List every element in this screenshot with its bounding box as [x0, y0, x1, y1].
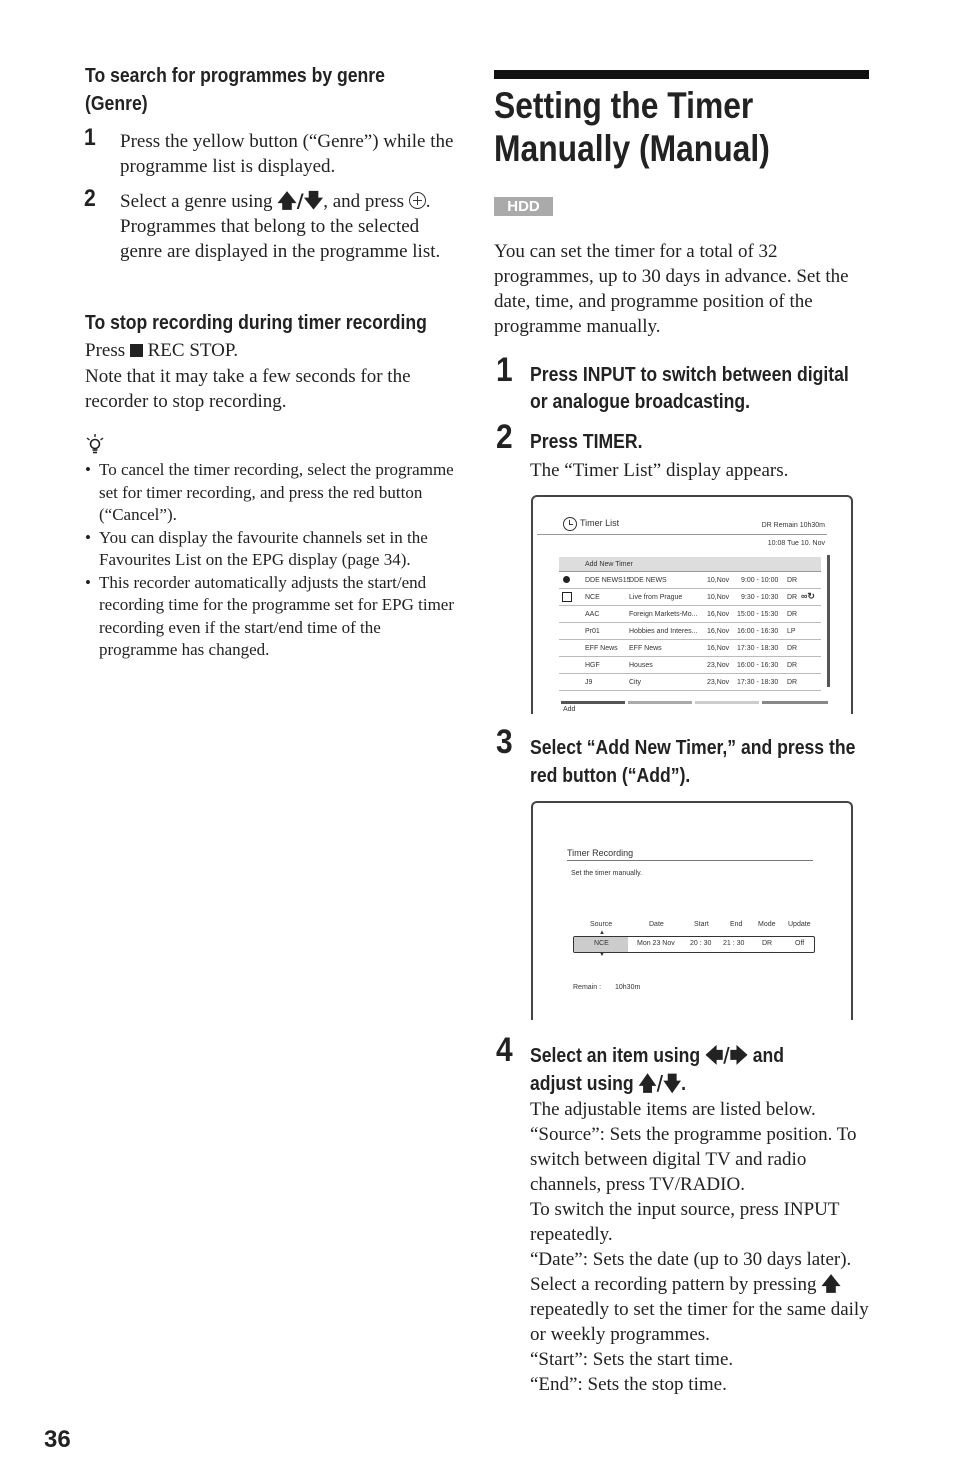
remain-label: Remain :	[573, 984, 602, 991]
channel: EFF News	[585, 645, 618, 652]
timer-recording-screen	[531, 801, 853, 1020]
scheduled-dot-icon	[563, 576, 570, 583]
step-text: . Programmes that belong to the selected genre are displayed in the programme list.	[120, 191, 441, 262]
col-end: End	[730, 921, 743, 928]
time: 9:00 - 10:00	[741, 577, 779, 584]
step-1-text: Press INPUT to switch between digital or analogue broadcasting.	[530, 364, 849, 413]
table-row[interactable]	[559, 589, 821, 606]
body-line: “Start”: Sets the start time.	[530, 1349, 734, 1370]
tip-item: • You can display the favourite channels set in the Favourites List on the EPG display (page 34).	[85, 527, 428, 569]
end-hour: 21	[723, 940, 731, 947]
recording-icon	[562, 592, 572, 602]
programme: DDE NEWS	[629, 577, 667, 584]
mode-value[interactable]: DR	[762, 940, 773, 947]
divider	[567, 860, 813, 861]
step-text: .	[681, 1073, 687, 1095]
add-button-label[interactable]: Add	[563, 706, 576, 713]
hdd-badge: HDD	[494, 197, 553, 216]
genre-step-1-text: Press the yellow button (“Genre”) while the programme list is displayed.	[120, 131, 454, 177]
table-row[interactable]	[559, 606, 821, 623]
programme: EFF News	[629, 645, 662, 652]
section-title: Setting the Timer Manually (Manual)	[494, 85, 770, 169]
date: 16,Nov	[707, 611, 730, 618]
step-number: 2	[84, 185, 96, 212]
down-arrow-icon: ▼	[599, 952, 605, 958]
datetime: 10:08 Tue 10. Nov	[767, 540, 825, 547]
table-row[interactable]	[559, 674, 821, 691]
tip-text: You can display the favourite channels set in the Favourites List on the EPG display (page 34).	[99, 527, 428, 569]
timer-list-title: Timer List	[580, 518, 620, 528]
mode: DR	[787, 645, 798, 652]
date: 23,Nov	[707, 679, 730, 686]
step-text: and	[752, 1045, 785, 1067]
step-number: 2	[496, 418, 513, 456]
page-number: 36	[44, 1426, 71, 1453]
programme: Foreign Markets-Mo...	[629, 611, 698, 618]
stop-heading: To stop recording during timer recording	[85, 312, 427, 334]
date: 16,Nov	[707, 645, 730, 652]
blue-button-bar	[762, 701, 828, 704]
end-minute: 30	[736, 940, 745, 947]
stop-note: Note that it may take a few seconds for the recorder to stop recording.	[85, 366, 411, 412]
channel: DDE NEWS15	[585, 577, 631, 584]
step-text: Select a genre using	[120, 191, 273, 212]
table-row[interactable]	[559, 623, 821, 640]
step-3-text: Select “Add New Timer,” and press the red button (“Add”).	[530, 737, 856, 787]
channel: J9	[585, 679, 593, 686]
step-4-body	[530, 1097, 875, 1397]
stop-square-icon	[130, 344, 143, 357]
table-row[interactable]	[559, 572, 821, 589]
step-2-sub: The “Timer List” display appears.	[530, 460, 789, 481]
tip-item: • To cancel the timer recording, select the programme set for timer recording, and press the red button (“Cancel”).	[85, 460, 454, 524]
add-new-timer-label: Add New Timer	[585, 561, 633, 568]
date: 23,Nov	[707, 662, 730, 669]
title-rule	[494, 70, 869, 79]
body-line: The adjustable items are listed below.	[530, 1099, 816, 1120]
step-number: 4	[496, 1031, 513, 1069]
col-source: Source	[590, 921, 613, 928]
up-arrow-icon: 🡅	[821, 1273, 841, 1295]
tip-item: • This recorder automatically adjusts the start/end recording time for the programme set for EPG timer recording even if the start/end time of the programme has changed.	[85, 572, 454, 659]
mode: DR	[787, 662, 798, 669]
up-down-arrow-icon: 🡅/🡇	[277, 190, 324, 212]
scrollbar[interactable]	[827, 555, 830, 687]
start-hour: 20	[690, 940, 698, 947]
time: 9:30 - 10:30	[741, 594, 779, 601]
col-start: Start	[694, 921, 709, 928]
programme: Houses	[629, 662, 653, 669]
timer-table	[559, 557, 821, 691]
step-number: 1	[84, 124, 96, 151]
tips-list	[85, 459, 460, 662]
tip-text: This recorder automatically adjusts the start/end recording time for the programme set for EPG timer recording even if the start/end time of the programme has changed.	[99, 572, 454, 659]
body-text: repeatedly to set the timer for the same daily or weekly programmes.	[530, 1299, 869, 1345]
date: 10,Nov	[707, 594, 730, 601]
date: 10,Nov	[707, 577, 730, 584]
left-right-arrow-icon: 🡄/🡆	[705, 1043, 748, 1067]
body-line: “End”: Sets the stop time.	[530, 1374, 727, 1395]
remain-label: DR Remain 10h30m	[761, 522, 825, 529]
remain-value: 10h30m	[615, 984, 641, 991]
end-time-value[interactable]: 21 : 30	[723, 940, 745, 947]
timer-recording-title: Timer Recording	[567, 848, 634, 858]
step-2-text: Press TIMER.	[530, 431, 643, 453]
source-value[interactable]: NCE	[594, 940, 609, 947]
channel: NCE	[585, 594, 600, 601]
date-value[interactable]: Mon 23 Nov	[637, 940, 675, 947]
stop-instruction	[85, 338, 465, 363]
time: 17:30 - 18:30	[737, 679, 779, 686]
mode: DR	[787, 577, 798, 584]
intro-text: You can set the timer for a total of 32 programmes, up to 30 days in advance. Set the date, time, and programme position of the programme manually.	[494, 241, 849, 337]
genre-heading: To search for programmes by genre (Genre)	[85, 65, 385, 115]
time: 15:00 - 15:30	[737, 611, 779, 618]
time: 16:00 - 16:30	[737, 628, 779, 635]
table-row[interactable]	[559, 657, 821, 674]
mode: DR	[787, 611, 798, 618]
lightbulb-icon	[85, 433, 105, 462]
clock-icon	[563, 517, 577, 531]
tip-text: To cancel the timer recording, select the programme set for timer recording, and press the red button (“Cancel”).	[99, 460, 454, 524]
add-new-timer-row[interactable]	[559, 557, 821, 572]
programme: Hobbies and Interes...	[629, 628, 698, 635]
step-text: , and press	[323, 191, 404, 212]
red-button-bar	[561, 701, 625, 704]
start-time-value[interactable]: 20 : 30	[690, 940, 712, 947]
time: 16:00 - 16:30	[737, 662, 779, 669]
body-line: To switch the input source, press INPUT repeatedly.	[530, 1199, 840, 1245]
body-line	[530, 1247, 875, 1347]
channel: Pr01	[585, 628, 600, 635]
mode: LP	[787, 628, 796, 635]
col-mode: Mode	[758, 921, 776, 928]
mode: DR	[787, 679, 798, 686]
divider	[537, 534, 827, 535]
start-minute: 30	[703, 940, 712, 947]
step-number: 1	[496, 351, 513, 389]
programme: City	[629, 679, 642, 686]
enter-button-icon	[409, 192, 426, 209]
up-down-arrow-icon: 🡅/🡇	[638, 1071, 682, 1095]
body-text: “Date”: Sets the date (up to 30 days later). Select a recording pattern by pressing	[530, 1249, 852, 1295]
timer-subtitle: Set the timer manually.	[571, 870, 643, 877]
channel: AAC	[585, 611, 600, 618]
time: 17:30 - 18:30	[737, 645, 779, 652]
step-text: Select an item using	[530, 1045, 701, 1067]
programme: Live from Prague	[629, 594, 683, 601]
step-text: adjust using	[530, 1073, 634, 1095]
table-row[interactable]	[559, 640, 821, 657]
step-4-text	[530, 1042, 864, 1098]
timer-list-screen	[531, 495, 853, 714]
step-number: 3	[496, 723, 513, 761]
up-arrow-icon: ▲	[599, 930, 605, 936]
overlap-icon: ∞↻	[801, 591, 815, 601]
col-date: Date	[649, 921, 664, 928]
body-line: “Source”: Sets the programme position. To switch between digital TV and radio channels, press TV/RADIO.	[530, 1124, 857, 1195]
green-button-bar	[628, 701, 692, 704]
press-label: Press	[85, 340, 126, 361]
mode: DR	[787, 594, 798, 601]
yellow-button-bar	[695, 701, 759, 704]
date: 16,Nov	[707, 628, 730, 635]
col-update: Update	[788, 921, 811, 928]
genre-step-2-text	[120, 189, 465, 264]
update-value[interactable]: Off	[795, 940, 805, 947]
rec-stop-label: REC STOP.	[147, 340, 239, 361]
channel: HGF	[585, 662, 600, 669]
